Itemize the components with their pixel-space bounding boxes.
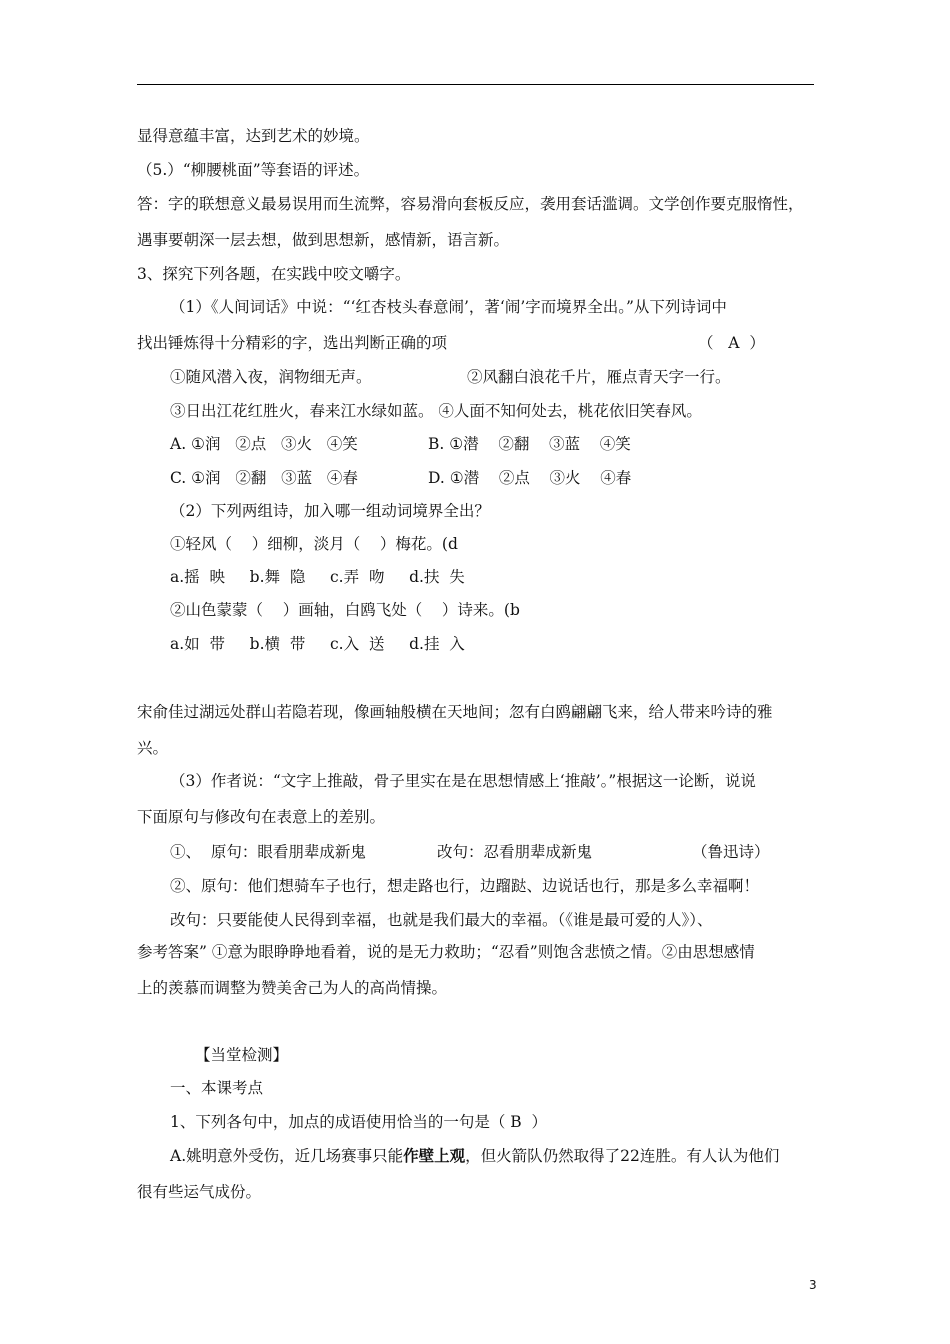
poem-option: ③日出江花红胜火，春来江水绿如蓝。 ④人面不知何处去，桃花依旧笑春风。 <box>170 402 702 420</box>
text-line: 兴。 <box>137 739 169 757</box>
text-line: 很有些运气成份。 <box>137 1183 262 1201</box>
text-line: 找出锤炼得十分精彩的字，选出判断正确的项 <box>137 334 448 352</box>
text-line: ②、原句：他们想骑车子也行，想走路也行，边蹓跶、边说话也行，那是多么幸福啊！ <box>170 877 760 895</box>
choice-line: a.摇 映 b.舞 隐 c.弄 吻 d.扶 失 <box>170 568 465 586</box>
text-line: （1）《人间词话》中说：“‘红杏枝头春意闹’，著‘闹’字而境界全出。”从下列诗词中 <box>170 298 727 316</box>
text-line: 显得意蕴丰富，达到艺术的妙境。 <box>137 127 370 145</box>
text-line: 遇事要朝深一层去想，做到思想新，感情新，语言新。 <box>137 231 510 249</box>
text-line: 1、下列各句中，加点的成语使用恰当的一句是（ B ） <box>170 1113 548 1131</box>
text-line: （5.）“柳腰桃面”等套语的评述。 <box>137 161 370 179</box>
section-heading: 【当堂检测】 <box>195 1046 289 1064</box>
text-segment: ，但火箭队仍然取得了22连胜。有人认为他们 <box>465 1147 780 1165</box>
choice-line: D. ①潜 ②点 ③火 ④春 <box>428 469 632 487</box>
text-line: （鲁迅诗） <box>692 843 770 861</box>
poem-option: ②风翻白浪花千片，雁点青天字一行。 <box>467 368 731 386</box>
section-heading: 一、本课考点 <box>170 1079 264 1097</box>
text-line: ①轻风（ ）细柳，淡月（ ）梅花。(d <box>170 535 458 553</box>
text-line: 改句：只要能使人民得到幸福，也就是我们最大的幸福。（《谁是最可爱的人》）、 <box>170 911 713 929</box>
text-line: 宋俞佳过湖远处群山若隐若现，像画轴般横在天地间；忽有白鸥翩翩飞来，给人带来吟诗的雅 <box>137 703 773 721</box>
answer-bracket: （ A ） <box>698 334 765 352</box>
text-segment: A.姚明意外受伤，近几场赛事只能 <box>170 1147 404 1165</box>
text-line: （3）作者说：“文字上推敲，骨子里实在是在思想情感上‘推敲’。”根据这一论断，说说 <box>170 772 756 790</box>
text-line: ②山色蒙蒙（ ）画轴，白鸥飞处（ ）诗来。(b <box>170 601 520 619</box>
text-line: 参考答案” ①意为眼睁睁地看着，说的是无力救助；“忍看”则饱含悲愤之情。②由思想感情 <box>137 943 755 961</box>
text-line: 上的羡慕而调整为赞美舍己为人的高尚情操。 <box>137 979 448 997</box>
choice-line: a.如 带 b.横 带 c.入 送 d.挂 入 <box>170 635 465 653</box>
text-line: ①、 原句：眼看朋辈成新鬼 <box>170 843 366 861</box>
dotted-idiom: 作壁上观 <box>403 1146 466 1165</box>
text-line: 答：字的联想意义最易误用而生流弊，容易滑向套板反应，袭用套话滥调。文学创作要克服惰性， <box>137 195 804 213</box>
text-line <box>170 1146 779 1166</box>
poem-option: ①随风潜入夜，润物细无声。 <box>170 368 372 386</box>
page-number: 3 <box>809 1278 817 1292</box>
text-line: 下面原句与修改句在表意上的差别。 <box>137 808 386 826</box>
text-line: 改句：忍看朋辈成新鬼 <box>437 843 593 861</box>
choice-line: C. ①润 ②翻 ③蓝 ④春 <box>170 469 358 487</box>
choice-line: A. ①润 ②点 ③火 ④笑 <box>170 435 358 453</box>
header-rule <box>137 84 814 85</box>
choice-line: B. ①潜 ②翻 ③蓝 ④笑 <box>428 435 631 453</box>
text-line: （2）下列两组诗，加入哪一组动词境界全出？ <box>170 502 490 520</box>
section-heading: 3、探究下列各题，在实践中咬文嚼字。 <box>137 265 411 283</box>
